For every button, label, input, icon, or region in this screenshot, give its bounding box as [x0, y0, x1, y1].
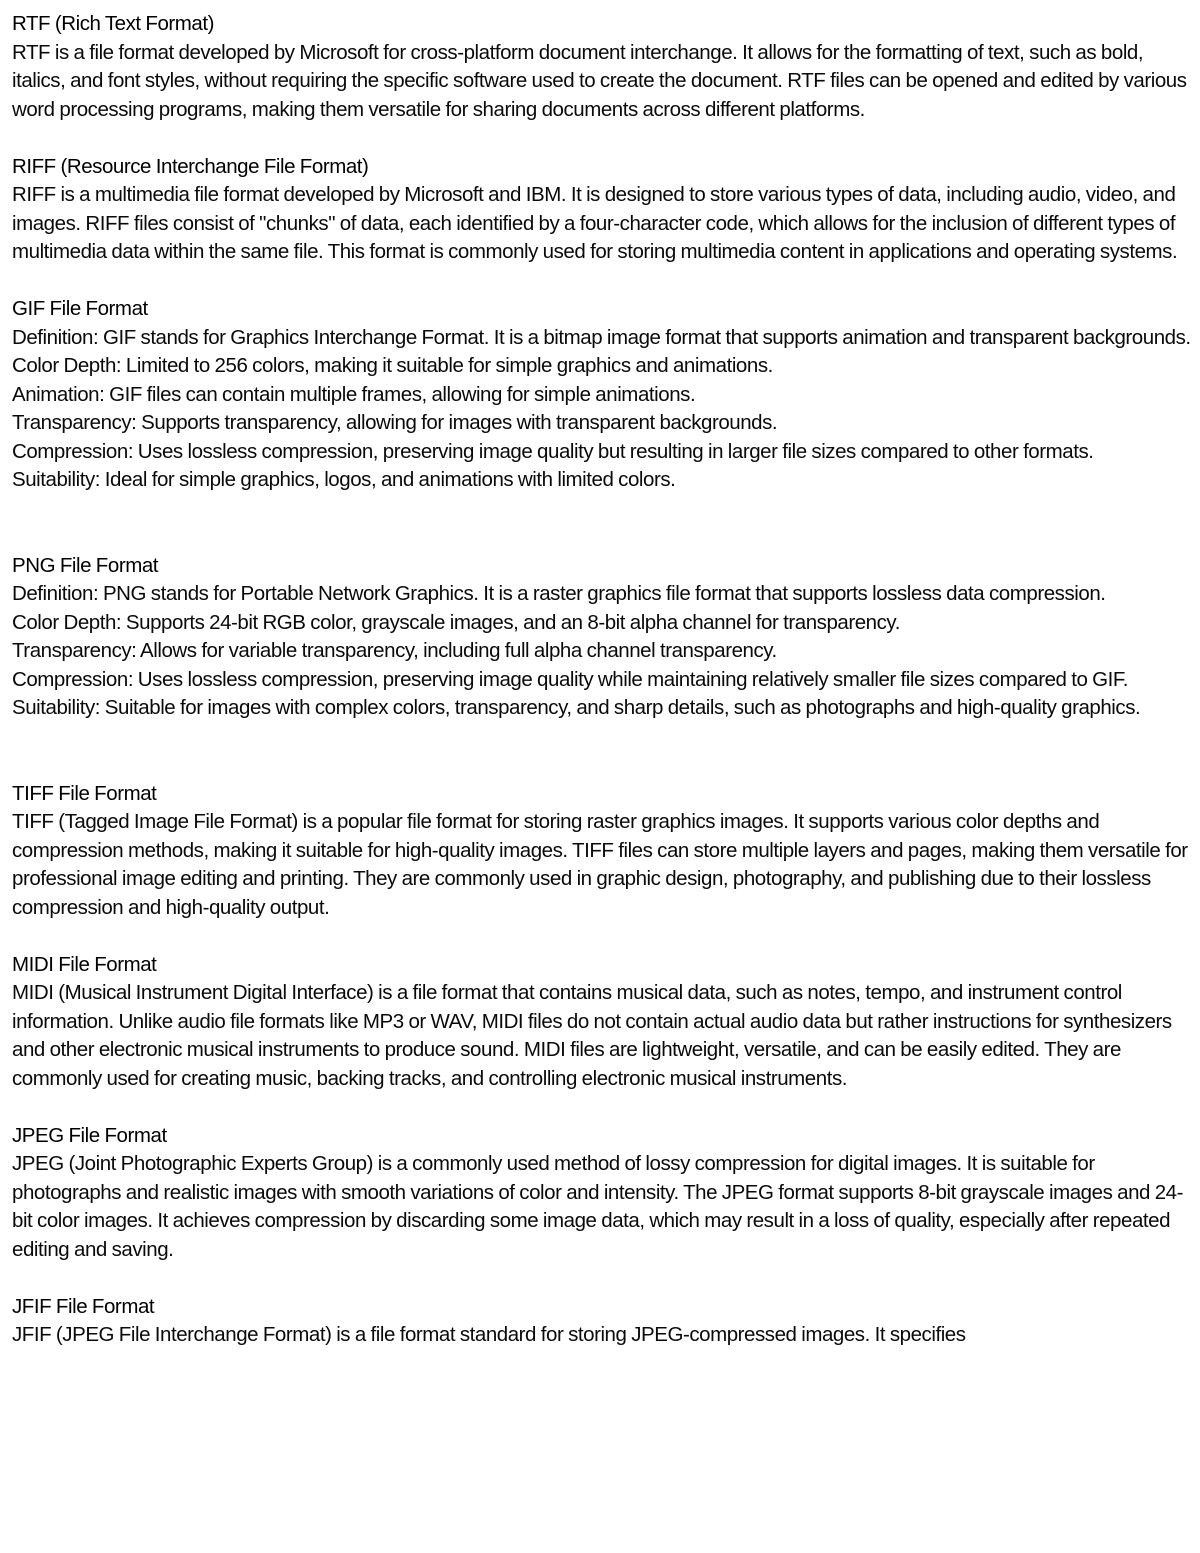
section-paragraph: MIDI (Musical Instrument Digital Interface) is a file format that contains musical data, such as notes, tempo, and instrument control information. Unlike audio file formats like MP3 or WAV, MIDI files do not contain actual audio data but rather instructions for synthesizers and other electronic musical instruments to produce sound. MIDI files are lightweight, versatile, and can be easily edited. They are commonly used for creating music, backing tracks, and controlling electronic musical instruments.	[12, 981, 1172, 1090]
section-rtf	[12, 10, 1192, 124]
section-heading: PNG File Format	[12, 553, 159, 577]
section-heading: MIDI File Format	[12, 952, 157, 976]
section-paragraph: JPEG (Joint Photographic Experts Group) is a commonly used method of lossy compression for digital images. It is suitable for photographs and realistic images with smooth variations of color and intensity. The JPEG format supports 8-bit grayscale images and 24-bit color images. It achieves compression by discarding some image data, which may result in a loss of quality, especially after repeated editing and saving.	[12, 1152, 1184, 1261]
section-riff	[12, 153, 1192, 267]
section-heading: RTF (Rich Text Format)	[12, 12, 214, 35]
section-paragraph: RIFF is a multimedia file format developed by Microsoft and IBM. It is designed to store various types of data, including audio, video, and images. RIFF files consist of "chunks" of data, each identified by a four-character code, which allows for the inclusion of different types of multimedia data within the same file. This format is commonly used for storing multimedia content in applications and operating systems.	[12, 183, 1178, 263]
section-heading: GIF File Format	[12, 297, 148, 320]
section-paragraph: TIFF (Tagged Image File Format) is a popular file format for storing raster graphics images. It supports various color depths and compression methods, making it suitable for high-quality images. TIFF files can store multiple layers and pages, making them versatile for professional image editing and printing. They are commonly used in graphic design, photography, and publishing due to their lossless compression and high-quality output.	[12, 810, 1188, 919]
section-png	[12, 552, 1192, 723]
gif-compression: Compression: Uses lossless compression, preserving image quality but resulting in larger file sizes compared to other formats.	[12, 439, 1094, 463]
png-definition: Definition: PNG stands for Portable Network Graphics. It is a raster graphics file format that supports lossless data compression.	[12, 582, 1106, 605]
section-heading: JFIF File Format	[12, 1294, 155, 1318]
section-gif	[12, 295, 1192, 495]
section-tiff	[12, 780, 1192, 923]
gif-color-depth: Color Depth: Limited to 256 colors, making it suitable for simple graphics and animations.	[12, 354, 773, 377]
png-color-depth: Color Depth: Supports 24-bit RGB color, grayscale images, and an 8-bit alpha channel for transparency.	[12, 610, 900, 634]
section-heading: RIFF (Resource Interchange File Format)	[12, 154, 369, 178]
gif-animation: Animation: GIF files can contain multiple frames, allowing for simple animations.	[12, 382, 696, 406]
gif-definition: Definition: GIF stands for Graphics Interchange Format. It is a bitmap image format that supports animation and transparent backgrounds.	[12, 325, 1191, 349]
png-suitability: Suitability: Suitable for images with complex colors, transparency, and sharp details, such as photographs and high-quality graphics.	[12, 696, 1141, 719]
png-transparency: Transparency: Allows for variable transparency, including full alpha channel transparency.	[12, 639, 777, 662]
gif-transparency: Transparency: Supports transparency, allowing for images with transparent backgrounds.	[12, 411, 778, 434]
png-compression: Compression: Uses lossless compression, preserving image quality while maintaining relatively smaller file sizes compared to GIF.	[12, 667, 1128, 691]
document-body	[12, 10, 1192, 1378]
section-heading: JPEG File Format	[12, 1123, 167, 1147]
gif-suitability: Suitability: Ideal for simple graphics, logos, and animations with limited colors.	[12, 468, 676, 491]
section-jfif	[12, 1293, 1192, 1350]
section-paragraph: RTF is a file format developed by Microsoft for cross-platform document interchange. It allows for the formatting of text, such as bold, italics, and font styles, without requiring the specific software used to create the document. RTF files can be opened and edited by various word processing programs, making them versatile for sharing documents across different platforms.	[12, 40, 1187, 121]
section-midi	[12, 951, 1192, 1094]
section-jpeg	[12, 1122, 1192, 1265]
section-heading: TIFF File Format	[12, 781, 157, 805]
section-paragraph: JFIF (JPEG File Interchange Format) is a file format standard for storing JPEG-compressed images. It specifies	[12, 1323, 966, 1346]
